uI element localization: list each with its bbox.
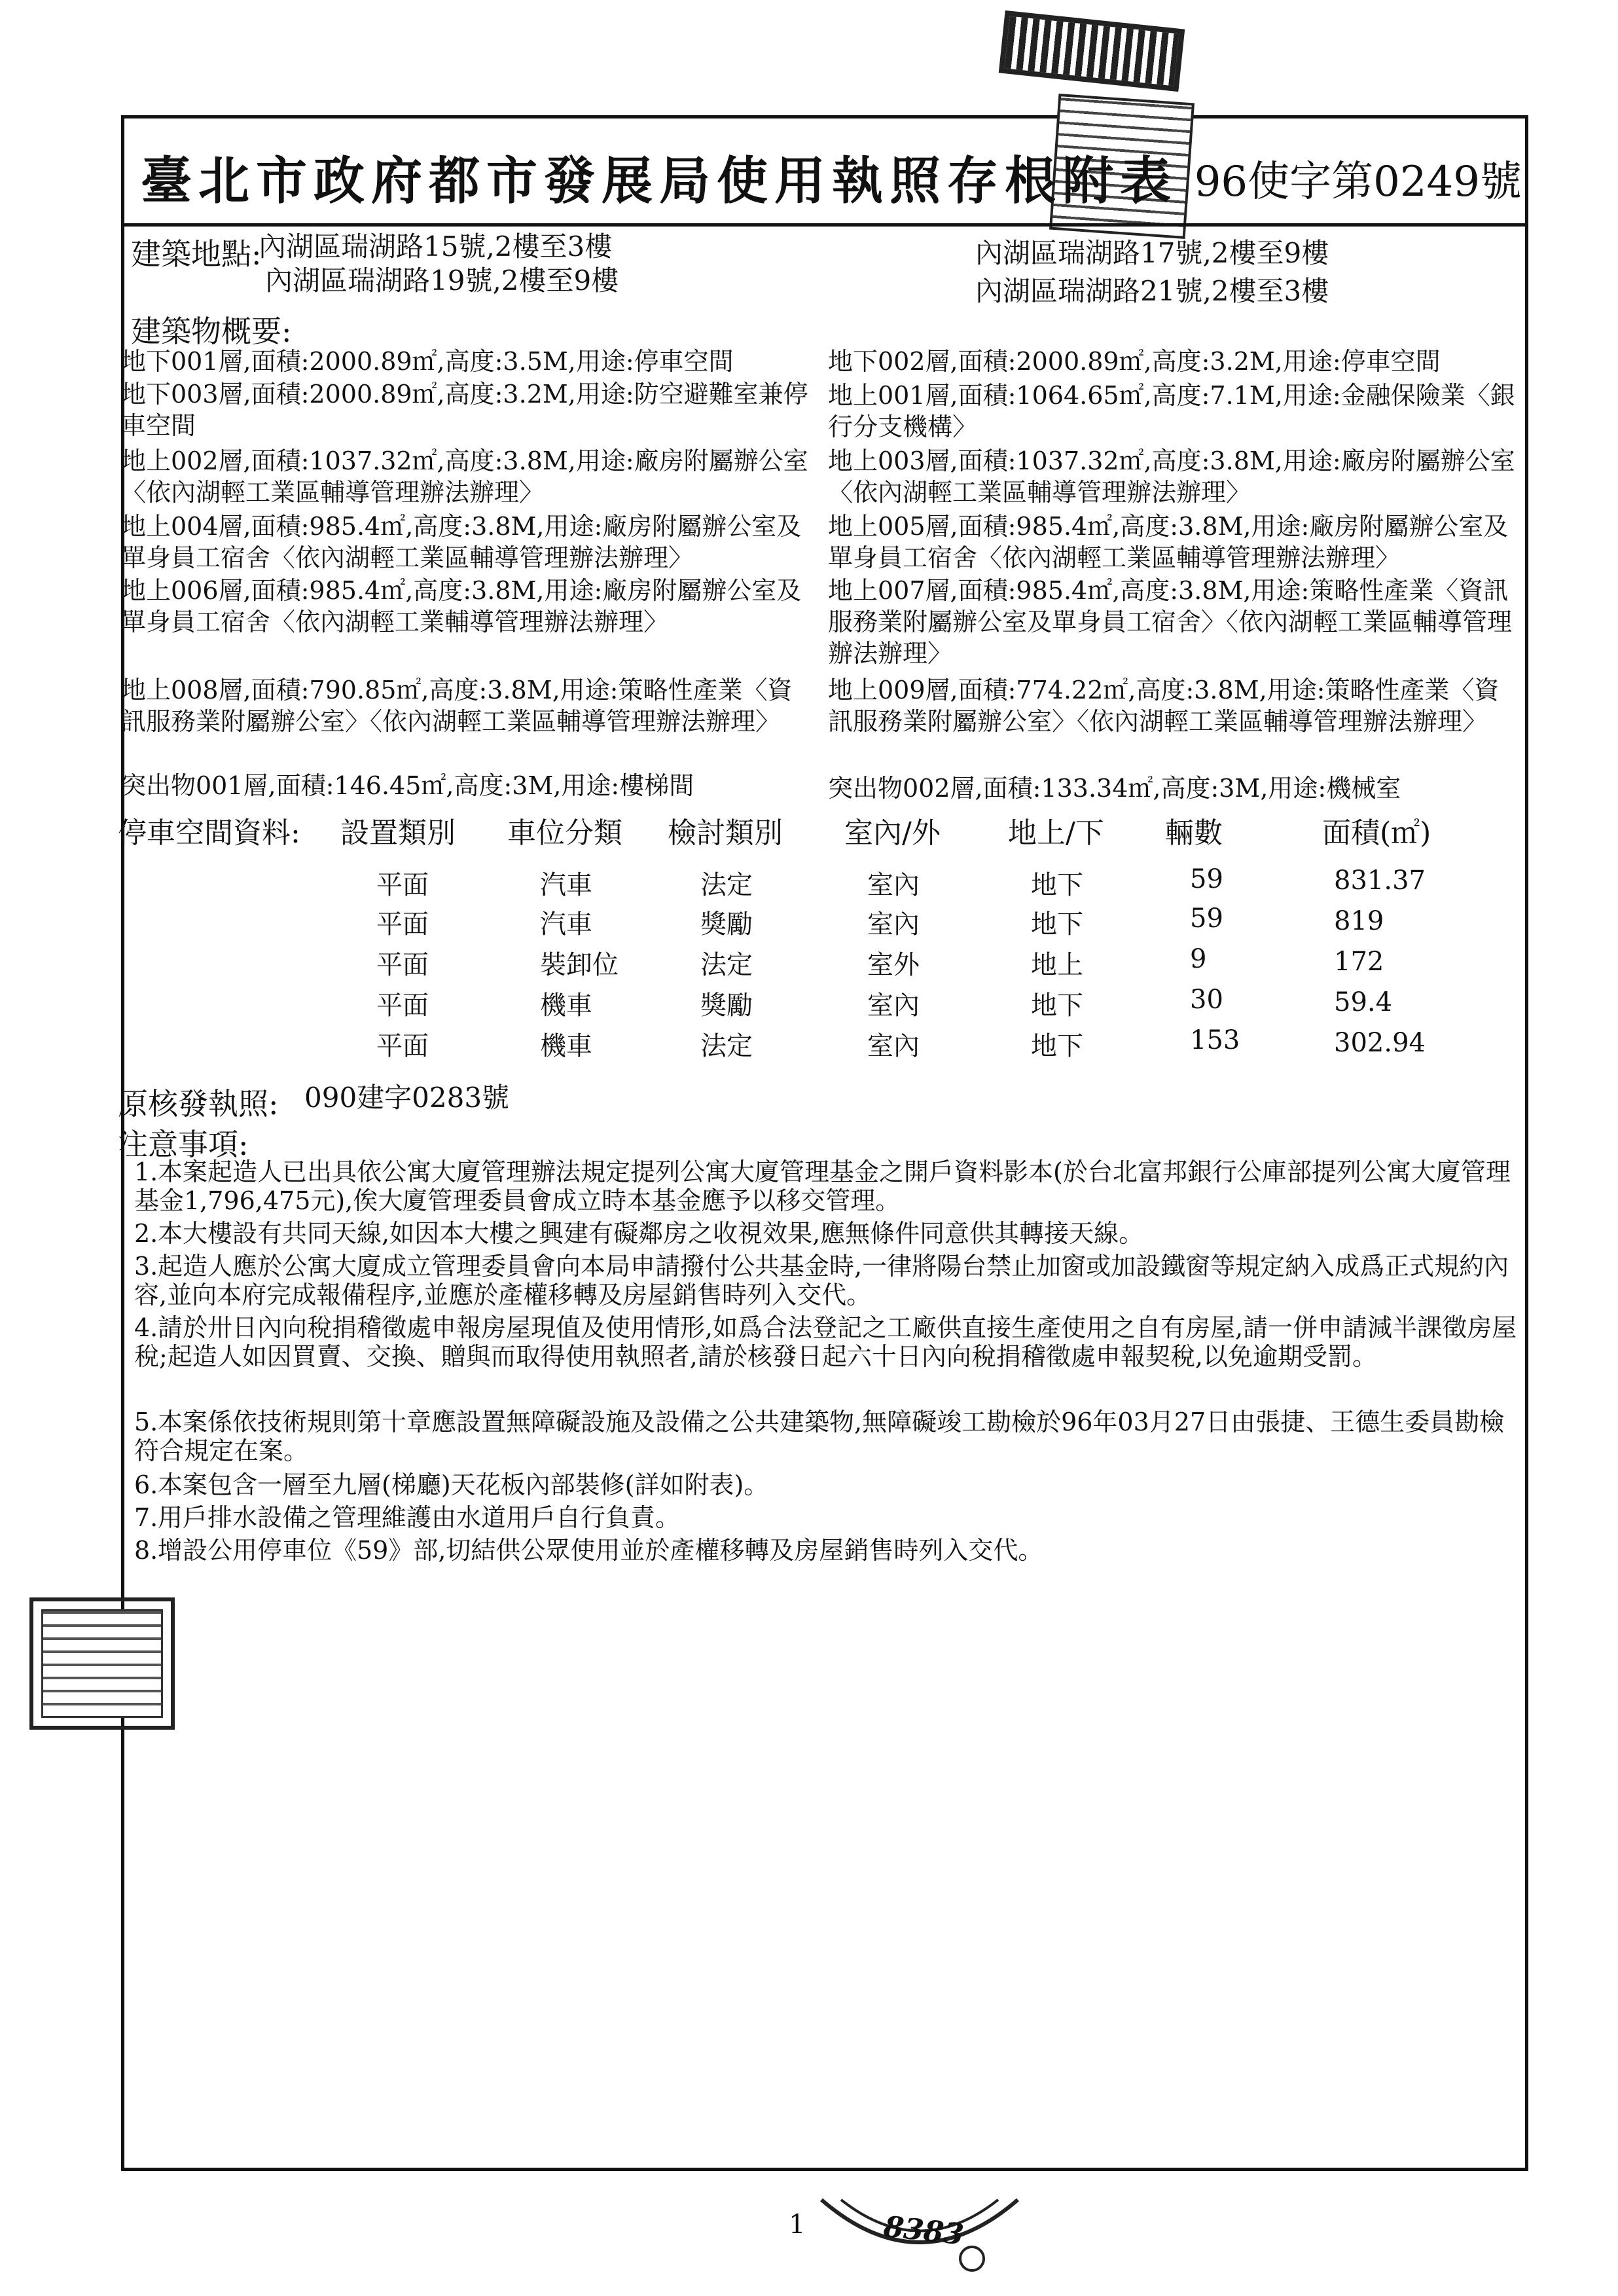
site-address: 內湖區瑞湖路15號,2樓至3樓 <box>259 230 613 263</box>
parking-cell: 法定 <box>700 870 753 900</box>
parking-cell: 59 <box>1190 903 1223 934</box>
floor-entry: 地上004層,面積:985.4㎡,高度:3.8M,用途:廠房附屬辦公室及單身員工宿舍〈依內湖輕工業區輔導管理辦法辦理〉 <box>121 512 802 572</box>
parking-label: 停車空間資料: <box>118 816 300 850</box>
site-address: 內湖區瑞湖路17號,2樓至9樓 <box>975 237 1329 269</box>
floor-entry: 突出物002層,面積:133.34㎡,高度:3M,用途:機械室 <box>828 774 1401 803</box>
parking-cell: 819 <box>1334 906 1384 936</box>
parking-cell: 59.4 <box>1334 987 1393 1017</box>
parking-cell: 地下 <box>1031 1031 1083 1061</box>
title-row <box>121 115 1528 227</box>
parking-cell: 地上 <box>1031 950 1083 980</box>
page-number: 1 <box>789 2210 806 2240</box>
floor-entry: 地上002層,面積:1037.32㎡,高度:3.8M,用途:廠房附屬辦公室〈依內湖輕工業區輔導管理辦法辦理〉 <box>121 446 808 507</box>
parking-cell: 平面 <box>376 870 429 900</box>
stamp-serial-number: 8383 <box>882 2210 965 2252</box>
parking-header: 室內/外 <box>844 816 941 850</box>
parking-cell: 法定 <box>700 1031 753 1061</box>
parking-cell: 153 <box>1190 1025 1240 1055</box>
note-item <box>134 1536 1519 1565</box>
parking-cell: 室內 <box>867 1031 920 1061</box>
parking-header: 檢討類別 <box>668 816 783 850</box>
floor-entry: 地上008層,面積:790.85㎡,高度:3.8M,用途:策略性產業〈資訊服務業附屬辦公室〉〈依內湖輕工業區輔導管理辦法辦理〉 <box>121 676 793 736</box>
parking-header: 地上/下 <box>1008 816 1104 850</box>
note-number: 3. <box>134 1252 158 1281</box>
note-text: 增設公用停車位《59》部,切結供公眾使用並於產權移轉及房屋銷售時列入交代。 <box>158 1536 1043 1565</box>
parking-cell: 831.37 <box>1334 866 1426 896</box>
note-text: 本大樓設有共同天線,如因本大樓之興建有礙鄰房之收視效果,應無條件同意供其轉接天線。 <box>158 1219 1144 1248</box>
parking-cell: 機車 <box>540 991 592 1021</box>
floor-entry: 突出物001層,面積:146.45㎡,高度:3M,用途:樓梯間 <box>121 771 694 800</box>
parking-header: 設置類別 <box>340 816 456 850</box>
floor-entry: 地上005層,面積:985.4㎡,高度:3.8M,用途:廠房附屬辦公室及單身員工宿舍〈依內湖輕工業區輔導管理辦法辦理〉 <box>828 512 1509 572</box>
floor-entry: 地上006層,面積:985.4㎡,高度:3.8M,用途:廠房附屬辦公室及單身員工宿舍〈依內湖輕工業輔導管理辦法辦理〉 <box>121 576 802 636</box>
floor-entry: 地下002層,面積:2000.89㎡,高度:3.2M,用途:停車空間 <box>828 347 1441 376</box>
site-label: 建築地點: <box>131 236 262 272</box>
note-item <box>134 1219 1519 1248</box>
parking-cell: 法定 <box>700 950 753 980</box>
parking-cell: 室內 <box>867 909 920 939</box>
note-text: 起造人應於公寓大廈成立管理委員會向本局申請撥付公共基金時,一律將陽台禁止加窗或加設鐵窗等規定納入成爲正式規約內容,並向本府完成報備程序,並應於產權移轉及房屋銷售時列入交代。 <box>134 1252 1509 1309</box>
overview-label: 建築物概要: <box>131 314 292 349</box>
floor-entry: 地上009層,面積:774.22㎡,高度:3.8M,用途:策略性產業〈資訊服務業附屬辦公室〉〈依內湖輕工業區輔導管理辦法辦理〉 <box>828 676 1500 736</box>
note-number: 7. <box>134 1503 158 1532</box>
note-number: 8. <box>134 1536 158 1565</box>
note-item <box>134 1313 1519 1371</box>
parking-cell: 9 <box>1190 944 1207 974</box>
parking-cell: 室內 <box>867 991 920 1021</box>
notes-label: 注意事項: <box>118 1127 249 1162</box>
site-address: 內湖區瑞湖路21號,2樓至3樓 <box>975 275 1329 307</box>
note-item <box>134 1503 1519 1532</box>
parking-cell: 裝卸位 <box>540 950 619 980</box>
note-text: 本案包含一層至九層(梯廳)天花板內部裝修(詳如附表)。 <box>158 1470 769 1499</box>
parking-cell: 獎勵 <box>700 991 753 1021</box>
note-text: 本案起造人已出具依公寓大廈管理辦法規定提列公寓大廈管理基金之開戶資料影本(於台北富邦銀行公庫部提列公寓大廈管理基金1,796,475元),俟大廈管理委員會成立時本基金應予以移交管理。 <box>134 1157 1511 1215</box>
parking-cell: 室外 <box>867 950 920 980</box>
original-permit-value: 090建字0283號 <box>304 1082 510 1114</box>
parking-cell: 地下 <box>1031 870 1083 900</box>
floor-entry: 地下003層,面積:2000.89㎡,高度:3.2M,用途:防空避難室兼停車空間 <box>121 380 808 440</box>
parking-cell: 平面 <box>376 950 429 980</box>
parking-cell: 平面 <box>376 1031 429 1061</box>
parking-cell: 室內 <box>867 870 920 900</box>
floor-entry: 地下001層,面積:2000.89㎡,高度:3.5M,用途:停車空間 <box>121 347 734 376</box>
parking-header: 面積(㎡) <box>1322 816 1431 850</box>
side-seal-stamp <box>29 1597 175 1730</box>
note-item <box>134 1408 1519 1465</box>
note-number: 1. <box>134 1157 158 1186</box>
note-number: 4. <box>134 1313 158 1342</box>
note-item <box>134 1252 1519 1309</box>
floor-entry: 地上007層,面積:985.4㎡,高度:3.8M,用途:策略性產業〈資訊服務業附屬辦公室及單身員工宿舍〉〈依內湖輕工業區輔導管理辦法辦理〉 <box>828 576 1513 668</box>
note-text: 請於卅日內向稅捐稽徵處申報房屋現值及使用情形,如爲合法登記之工廠供直接生產使用之自有房屋,請一併申請減半課徵房屋稅;起造人如因買賣、交換、贈與而取得使用執照者,請於核發日起六十日內向稅捐稽徵處申報契稅,以免逾期受罰。 <box>134 1313 1517 1371</box>
note-item <box>134 1157 1519 1215</box>
parking-cell: 59 <box>1190 864 1223 894</box>
parking-cell: 汽車 <box>540 870 592 900</box>
floor-entry: 地上001層,面積:1064.65㎡,高度:7.1M,用途:金融保險業〈銀行分支機構〉 <box>828 381 1515 441</box>
parking-cell: 平面 <box>376 909 429 939</box>
parking-header: 輛數 <box>1165 816 1223 850</box>
note-number: 5. <box>134 1408 158 1436</box>
note-number: 2. <box>134 1219 158 1248</box>
document-title: 臺北市政府都市發展局使用執照存根附表 <box>141 151 1178 211</box>
note-number: 6. <box>134 1470 158 1499</box>
parking-cell: 172 <box>1334 947 1384 977</box>
original-permit-label: 原核發執照: <box>118 1086 279 1121</box>
parking-cell: 地下 <box>1031 991 1083 1021</box>
note-text: 本案係依技術規則第十章應設置無障礙設施及設備之公共建築物,無障礙竣工勘檢於96年03月27日由張捷、王德生委員勘檢符合規定在案。 <box>134 1408 1505 1465</box>
parking-cell: 機車 <box>540 1031 592 1061</box>
parking-cell: 302.94 <box>1334 1028 1426 1058</box>
parking-cell: 地下 <box>1031 909 1083 939</box>
note-item <box>134 1470 1519 1499</box>
parking-cell: 平面 <box>376 991 429 1021</box>
parking-cell: 30 <box>1190 985 1223 1015</box>
parking-cell: 汽車 <box>540 909 592 939</box>
top-seal-stamp <box>999 10 1185 92</box>
parking-cell: 獎勵 <box>700 909 753 939</box>
floor-entry: 地上003層,面積:1037.32㎡,高度:3.8M,用途:廠房附屬辦公室〈依內湖輕工業區輔導管理辦法辦理〉 <box>828 446 1515 507</box>
permit-number: 96使字第0249號 <box>1194 158 1522 206</box>
parking-header: 車位分類 <box>507 816 622 850</box>
note-text: 用戶排水設備之管理維護由水道用戶自行負責。 <box>158 1503 681 1532</box>
site-address: 內湖區瑞湖路19號,2樓至9樓 <box>265 264 619 297</box>
